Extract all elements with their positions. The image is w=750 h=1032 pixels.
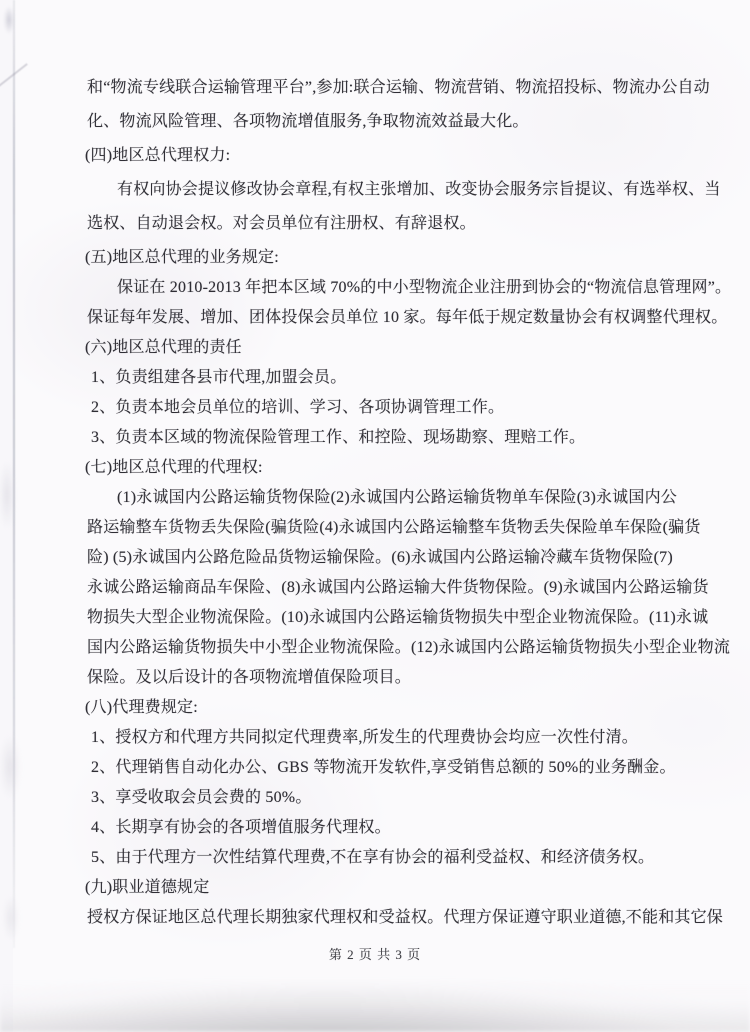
scan-smudge-artifact — [4, 6, 14, 34]
text-line: 保证在 2010-2013 年把本区域 70%的中小型物流企业注册到协会的“物流信息管理网”。 — [117, 279, 732, 296]
list-item-line: 5、由于代理方一次性结算代理费,不在享有协会的福利受益权、和经济债务权。 — [91, 849, 655, 866]
section-heading: (四)地区总代理权力: — [85, 147, 231, 164]
section-heading: (六)地区总代理的责任 — [85, 339, 242, 356]
text-line: 和“物流专线联合运输管理平台”,参加:联合运输、物流营销、物流招投标、物流办公自动 — [87, 79, 710, 96]
list-item-line: 3、享受收取会员会费的 50%。 — [91, 789, 312, 806]
text-line: 永诚公路运输商品车保险、(8)永诚国内公路运输大件货物保险。(9)永诚国内公路运输货 — [87, 579, 709, 596]
scan-smudge-artifact — [0, 460, 14, 530]
section-heading: (五)地区总代理的业务规定: — [85, 249, 279, 266]
text-line: 险) (5)永诚国内公路危险品货物运输保险。(6)永诚国内公路运输冷藏车货物保险(7) — [87, 549, 673, 566]
text-line: (1)永诚国内公路运输货物保险(2)永诚国内公路运输货物单车保险(3)永诚国内公 — [117, 489, 677, 506]
text-line: 选权、自动退会权。对会员单位有注册权、有辞退权。 — [87, 215, 476, 232]
text-line: 保证每年发展、增加、团体投保会员单位 10 家。每年低于规定数量协会有权调整代理权。 — [87, 309, 728, 326]
list-item-line: 1、授权方和代理方共同拟定代理费率,所发生的代理费协会均应一次性付清。 — [91, 729, 639, 746]
text-line: 有权向协会提议修改协会章程,有权主张增加、改变协会服务宗旨提议、有选举权、当 — [117, 181, 721, 198]
scan-smudge-artifact — [1, 735, 19, 799]
list-item-line: 1、负责组建各县市代理,加盟会员。 — [91, 369, 347, 386]
document-body — [85, 79, 732, 940]
text-line: 化、物流风险管理、各项物流增值服务,争取物流效益最大化。 — [87, 113, 529, 130]
section-heading: (七)地区总代理的代理权: — [85, 459, 263, 476]
text-line: 路运输整车货物丢失保险(骗货险(4)永诚国内公路运输整车货物丢失保险单车保险(骗货 — [87, 519, 701, 536]
section-heading: (八)代理费规定: — [85, 699, 198, 716]
text-line: 授权方保证地区总代理长期独家代理权和受益权。代理方保证遵守职业道德,不能和其它保 — [87, 909, 724, 926]
page-number-footer: 第 2 页 共 3 页 — [328, 947, 422, 962]
list-item-line: 2、代理销售自动化办公、GBS 等物流开发软件,享受销售总额的 50%的业务酬金。 — [91, 759, 676, 776]
text-line: 国内公路运输货物损失中小型企业物流保险。(12)永诚国内公路运输货物损失小型企业物流 — [87, 639, 731, 656]
list-item-line: 2、负责本地会员单位的培训、学习、各项协调管理工作。 — [91, 399, 505, 416]
list-item-line: 4、长期享有协会的各项增值服务代理权。 — [91, 819, 391, 836]
list-item-line: 3、负责本区域的物流保险管理工作、和控险、现场勘察、理赔工作。 — [91, 429, 586, 446]
section-heading: (九)职业道德规定 — [85, 879, 210, 896]
text-line: 物损失大型企业物流保险。(10)永诚国内公路运输货物损失中型企业物流保险。(11)永诚 — [87, 609, 709, 626]
scan-bottom-shadow — [0, 980, 750, 1032]
scan-smudge-artifact — [4, 895, 18, 941]
text-line: 保险。及以后设计的各项物流增值保险项目。 — [87, 669, 412, 686]
